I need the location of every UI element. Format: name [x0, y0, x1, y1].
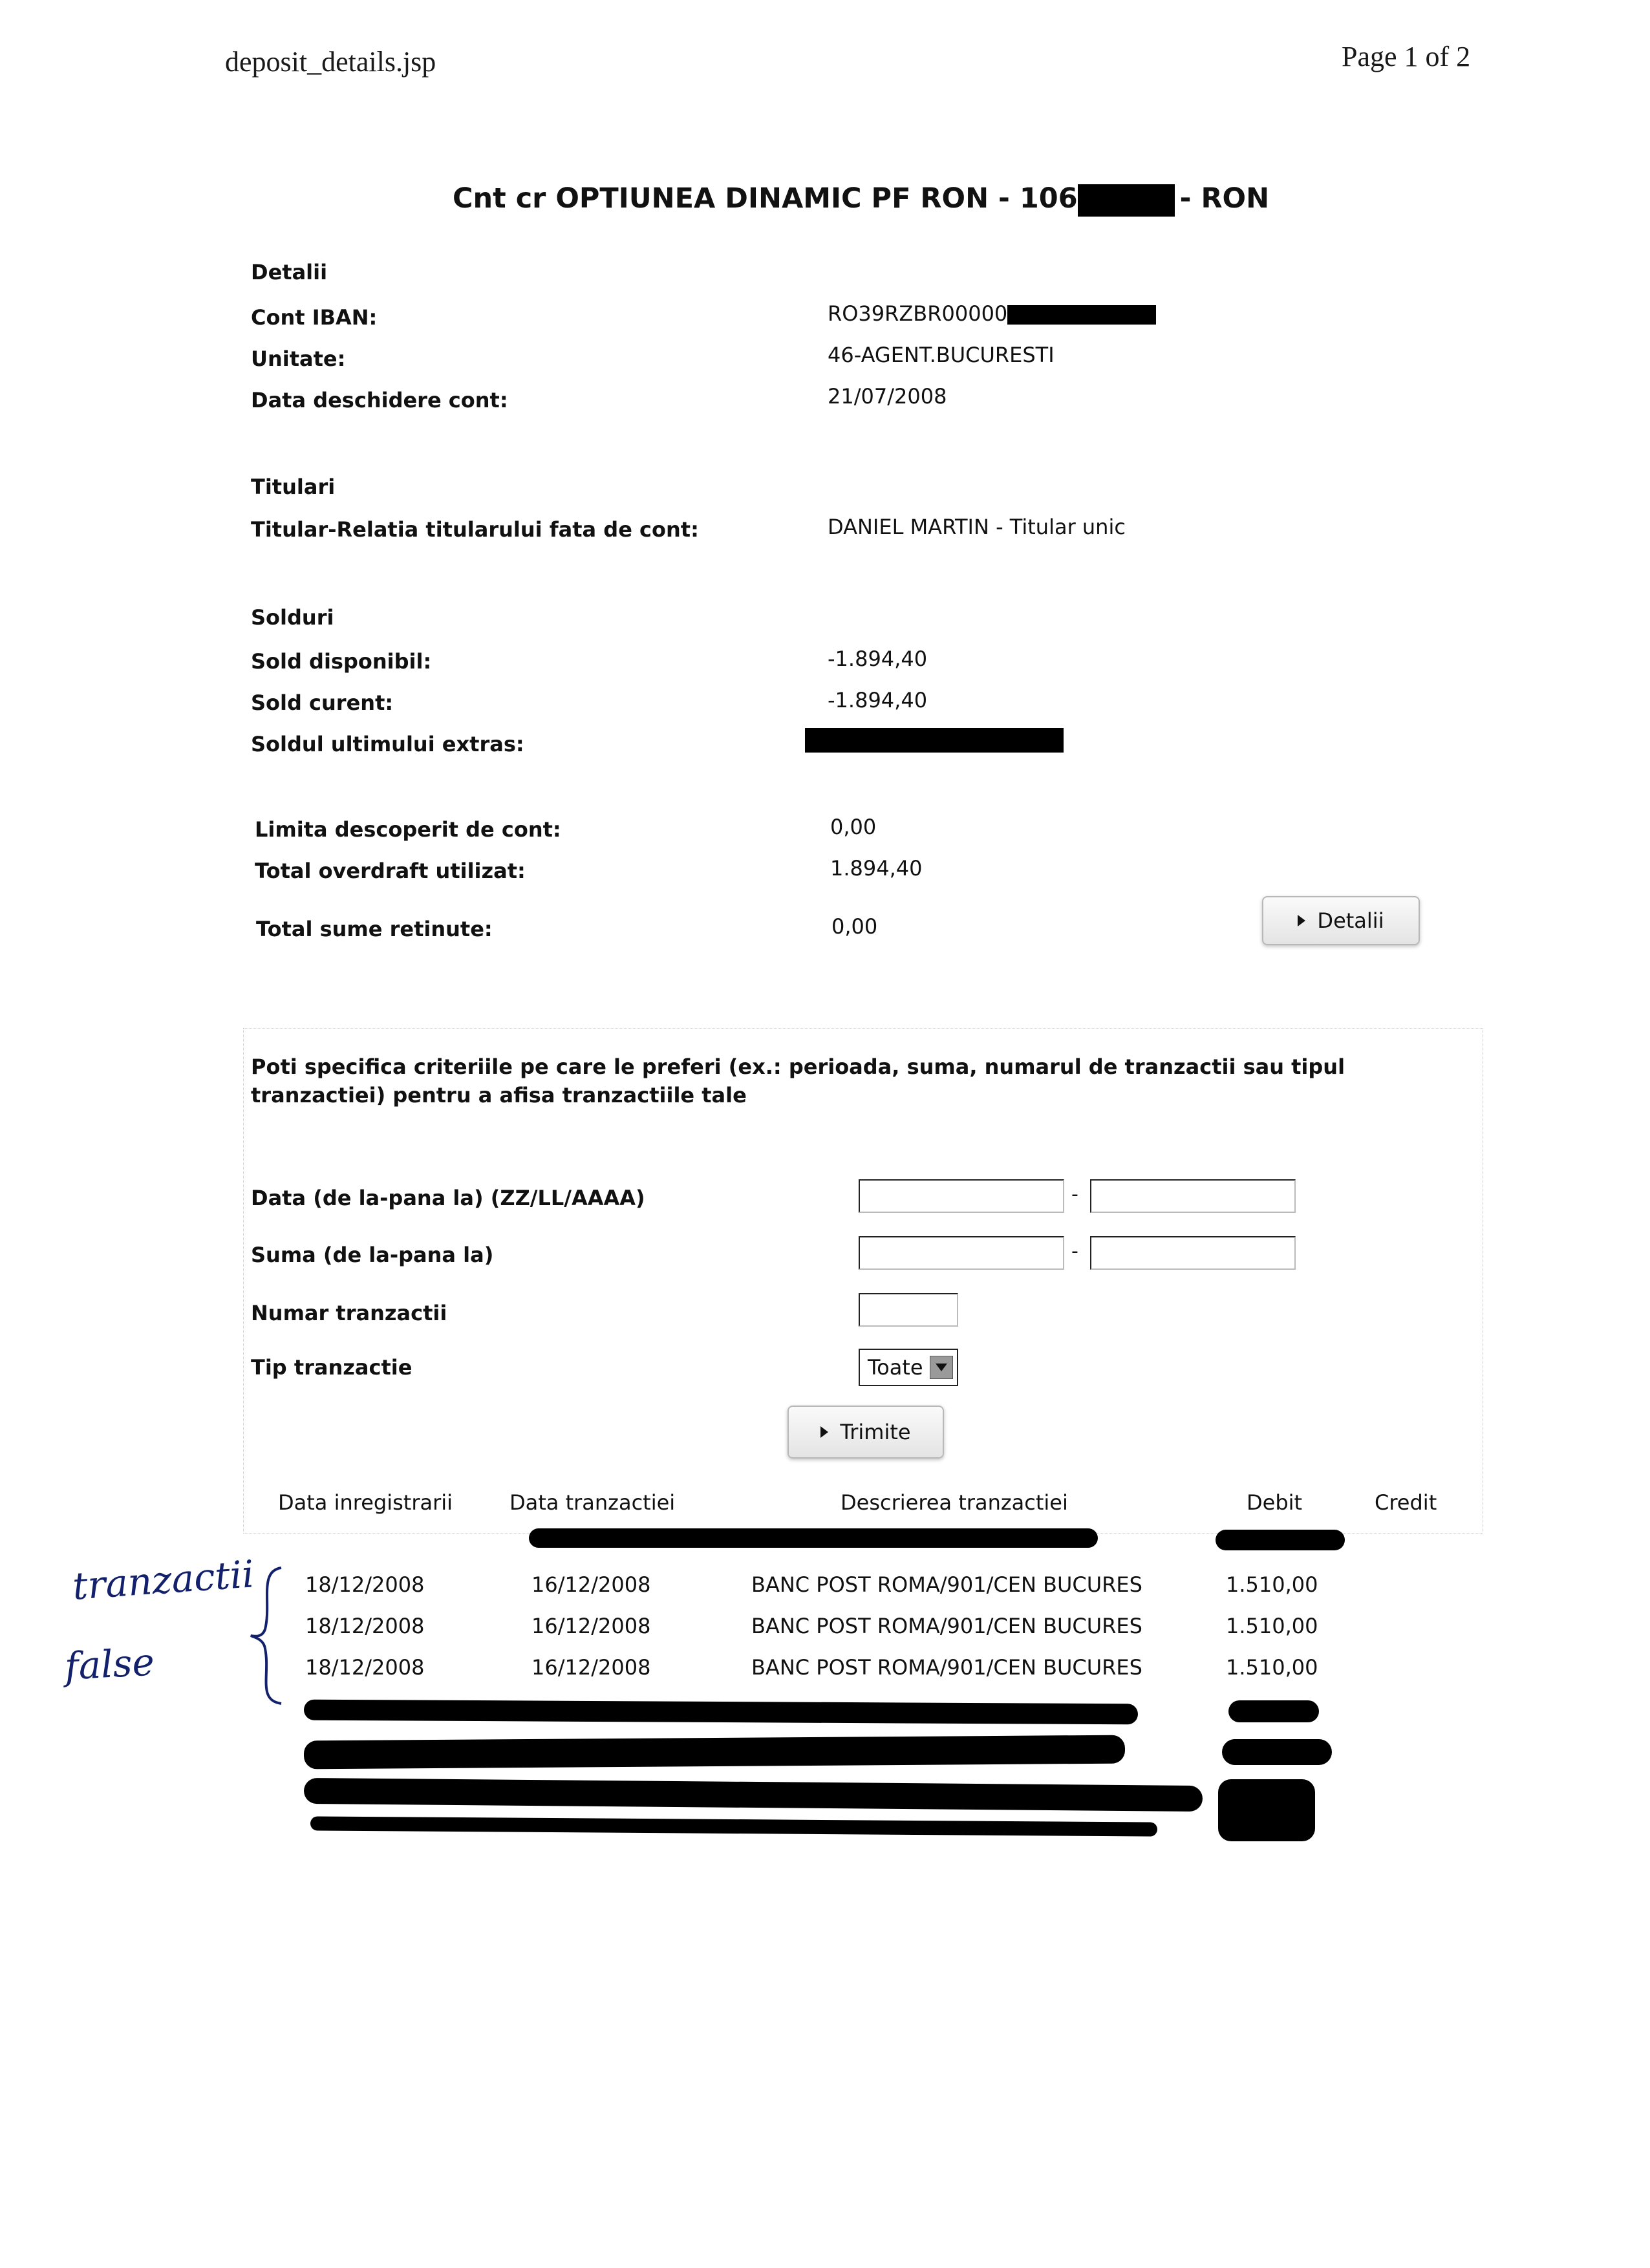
page-indicator: Page 1 of 2: [1342, 41, 1471, 72]
redaction-scribble: [304, 1735, 1125, 1770]
redaction-scribble: [310, 1816, 1157, 1836]
redaction-scribble: [304, 1778, 1203, 1812]
overdraft-used-label: Total overdraft utilizat:: [255, 859, 526, 883]
unit-label: Unitate:: [251, 347, 346, 371]
column-header-description: Descrierea tranzactiei: [841, 1490, 1068, 1515]
page-title-prefix: Cnt cr OPTIUNEA DINAMIC PF RON - 106: [453, 182, 1078, 215]
iban-label: Cont IBAN:: [251, 305, 378, 330]
amount-to-input[interactable]: [1090, 1236, 1296, 1270]
section-balances-heading: Solduri: [251, 605, 334, 630]
row-transaction-date: 16/12/2008: [531, 1572, 651, 1597]
transaction-type-label: Tip tranzactie: [251, 1355, 412, 1380]
section-holders-heading: Titulari: [251, 475, 336, 499]
amount-from-input[interactable]: [859, 1236, 1064, 1270]
row-registration-date: 18/12/2008: [305, 1572, 425, 1597]
chevron-down-icon[interactable]: [930, 1356, 953, 1379]
handwritten-note-line1: tranzactii: [70, 1552, 256, 1609]
submit-button-label: Trimite: [840, 1420, 911, 1444]
row-debit: 1.510,00: [1226, 1572, 1318, 1597]
redaction-scribble: [304, 1700, 1138, 1725]
held-amounts-label: Total sume retinute:: [256, 917, 493, 941]
available-balance-label: Sold disponibil:: [251, 649, 432, 674]
column-header-credit: Credit: [1375, 1490, 1437, 1515]
range-separator: -: [1071, 1240, 1078, 1263]
unit-value: 46-AGENT.BUCURESTI: [828, 343, 1055, 367]
redaction-scribble: [1228, 1700, 1319, 1722]
redaction-bar: [1078, 184, 1175, 217]
redaction-scribble: [1222, 1739, 1332, 1765]
row-transaction-date: 16/12/2008: [531, 1614, 651, 1638]
row-description: BANC POST ROMA/901/CEN BUCURES: [751, 1614, 1142, 1638]
page-title: [453, 182, 1269, 217]
redaction-scribble: [1218, 1779, 1315, 1841]
handwritten-note-line2: false: [63, 1640, 156, 1689]
row-debit: 1.510,00: [1226, 1614, 1318, 1638]
available-balance-value: -1.894,40: [828, 647, 928, 671]
column-header-registration-date: Data inregistrarii: [278, 1490, 453, 1515]
open-date-label: Data deschidere cont:: [251, 388, 508, 412]
last-statement-balance-label: Soldul ultimului extras:: [251, 732, 524, 756]
column-header-transaction-date: Data tranzactiei: [509, 1490, 676, 1515]
date-range-label: Data (de la-pana la) (ZZ/LL/AAAA): [251, 1186, 645, 1210]
row-description: BANC POST ROMA/901/CEN BUCURES: [751, 1655, 1142, 1680]
overdraft-limit-label: Limita descoperit de cont:: [255, 817, 561, 842]
date-from-input[interactable]: [859, 1179, 1064, 1213]
curly-brace-icon: [246, 1565, 291, 1707]
print-file-name: deposit_details.jsp: [225, 46, 436, 78]
transaction-count-label: Numar tranzactii: [251, 1301, 447, 1325]
row-registration-date: 18/12/2008: [305, 1614, 425, 1638]
holder-relation-label: Titular-Relatia titularului fata de cont:: [251, 517, 699, 542]
transaction-type-selected: Toate: [868, 1355, 923, 1380]
details-button[interactable]: [1262, 896, 1420, 945]
redaction-bar: [1007, 305, 1156, 325]
redaction-scribble: [529, 1528, 1098, 1548]
transaction-type-select[interactable]: [859, 1349, 958, 1386]
row-debit: 1.510,00: [1226, 1655, 1318, 1680]
transaction-count-input[interactable]: [859, 1293, 958, 1327]
column-header-debit: Debit: [1247, 1490, 1303, 1515]
filter-intro-text: Poti specifica criteriile pe care le preferi (ex.: perioada, suma, numarul de tranzactii sau tipul tranzactiei) pentru a afisa tranzactiile tale: [251, 1054, 1345, 1107]
date-to-input[interactable]: [1090, 1179, 1296, 1213]
redaction-bar: [805, 728, 1064, 753]
holder-relation-value: DANIEL MARTIN - Titular unic: [828, 515, 1126, 539]
play-triangle-icon: [1298, 915, 1305, 926]
redaction-scribble: [1216, 1530, 1345, 1550]
row-transaction-date: 16/12/2008: [531, 1655, 651, 1680]
iban-value: [828, 301, 1156, 326]
amount-range-label: Suma (de la-pana la): [251, 1243, 494, 1267]
current-balance-label: Sold curent:: [251, 690, 394, 715]
open-date-value: 21/07/2008: [828, 384, 947, 409]
overdraft-limit-value: 0,00: [830, 815, 877, 839]
overdraft-used-value: 1.894,40: [830, 856, 923, 881]
row-description: BANC POST ROMA/901/CEN BUCURES: [751, 1572, 1142, 1597]
play-triangle-icon: [820, 1426, 828, 1438]
row-registration-date: 18/12/2008: [305, 1655, 425, 1680]
details-button-label: Detalii: [1317, 908, 1384, 933]
current-balance-value: -1.894,40: [828, 688, 928, 712]
submit-button[interactable]: [788, 1406, 944, 1459]
section-details-heading: Detalii: [251, 260, 328, 284]
held-amounts-value: 0,00: [831, 914, 878, 939]
range-separator: -: [1071, 1183, 1078, 1206]
page-title-suffix: - RON: [1179, 182, 1270, 215]
iban-visible-part: RO39RZBR00000: [828, 301, 1008, 326]
